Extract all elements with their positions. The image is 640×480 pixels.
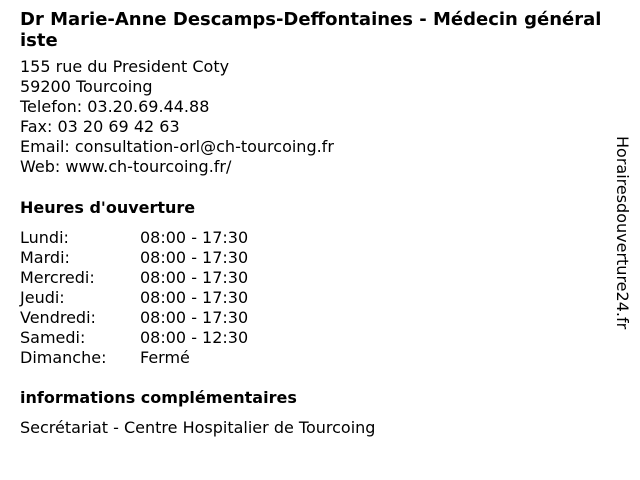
time-value: Fermé (140, 348, 190, 367)
listing-content (20, 9, 605, 438)
opening-hours-heading: Heures d'ouverture (20, 198, 196, 217)
hours-row-monday (20, 228, 605, 248)
day-label: Vendredi: (20, 308, 96, 327)
time-value: 08:00 - 12:30 (140, 328, 249, 347)
contact-block (20, 57, 605, 177)
email-address[interactable]: Email: consultation-orl@ch-tourcoing.fr (20, 137, 334, 156)
phone-number[interactable]: Telefon: 03.20.69.44.88 (20, 97, 210, 116)
hours-row-friday (20, 308, 605, 328)
additional-info-heading: informations complémentaires (20, 388, 297, 407)
website-link[interactable]: Web: www.ch-tourcoing.fr/ (20, 157, 232, 176)
hours-row-saturday (20, 328, 605, 348)
day-label: Jeudi: (20, 288, 65, 307)
time-value: 08:00 - 17:30 (140, 248, 249, 267)
fax-number: Fax: 03 20 69 42 63 (20, 117, 180, 136)
day-label: Mardi: (20, 248, 70, 267)
street-address: 155 rue du President Coty (20, 57, 230, 76)
time-value: 08:00 - 17:30 (140, 308, 249, 327)
day-label: Dimanche: (20, 348, 107, 367)
city-address: 59200 Tourcoing (20, 77, 153, 96)
time-value: 08:00 - 17:30 (140, 268, 249, 287)
hours-row-thursday (20, 288, 605, 308)
time-value: 08:00 - 17:30 (140, 288, 249, 307)
hours-row-wednesday (20, 268, 605, 288)
hours-row-tuesday (20, 248, 605, 268)
brand-watermark (612, 136, 632, 346)
opening-hours-table (20, 228, 605, 368)
brand-label: Horairesdouverture24.fr (613, 136, 632, 330)
additional-info-text: Secrétariat - Centre Hospitalier de Tourcoing (20, 418, 376, 437)
hours-row-sunday (20, 348, 605, 368)
page-title: Dr Marie-Anne Descamps-Deffontaines - Médecin généraliste (20, 9, 602, 51)
day-label: Mercredi: (20, 268, 95, 287)
day-label: Samedi: (20, 328, 86, 347)
time-value: 08:00 - 17:30 (140, 228, 249, 247)
day-label: Lundi: (20, 228, 69, 247)
